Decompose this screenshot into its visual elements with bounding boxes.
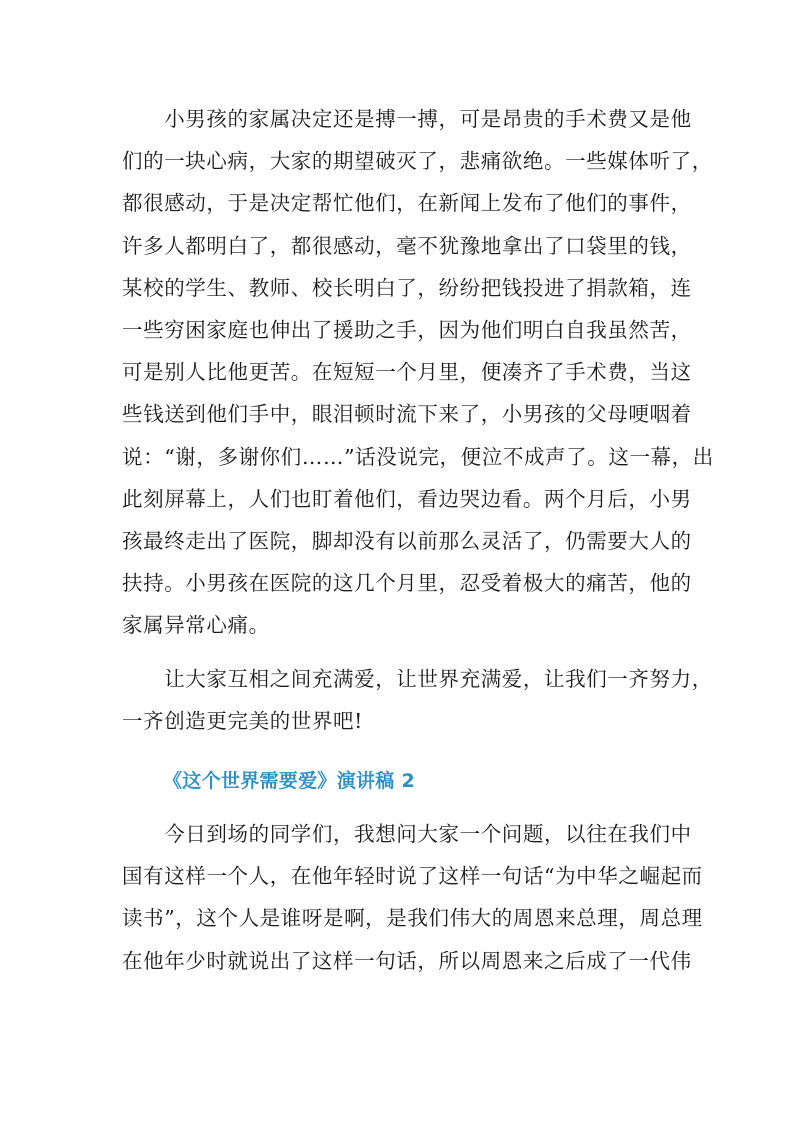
text-line: 一些穷困家庭也伸出了援助之手，因为他们明白自我虽然苦， [122,317,692,342]
text-line: 此刻屏幕上，人们也盯着他们，看边哭边看。两个月后，小男 [122,486,692,511]
text-line: 可是别人比他更苦。在短短一个月里，便凑齐了手术费，当这 [122,360,692,385]
paragraph-conclusion [122,658,713,742]
text-line: 某校的学生、教师、校长明白了，纷纷把钱投进了捐款箱，连 [122,275,692,300]
text-line: 些钱送到他们手中，眼泪顿时流下来了，小男孩的父母哽咽着 [122,402,692,427]
text-line: 孩最终走出了医院，脚却没有以前那么灵活了，仍需要大人的 [122,528,692,553]
paragraph-story [122,98,714,646]
text-line: 今日到场的同学们，我想问大家一个问题，以往在我们中 [122,822,692,846]
text-line: 读书”，这个人是谁呀是啊，是我们伟大的周恩来总理，周总理 [122,906,703,931]
section-heading: 《这个世界需要爱》演讲稿 2 [163,770,416,792]
text-line: 许多人都明白了，都很感动，毫不犹豫地拿出了口袋里的钱， [122,233,692,258]
text-line: 一齐创造更完美的世界吧! [122,709,363,734]
text-line: 小男孩的家属决定还是搏一搏，可是昂贵的手术费又是他 [122,107,692,131]
text-line: 都很感动，于是决定帮忙他们，在新闻上发布了他们的事件， [122,191,692,216]
text-line: 说：“谢，多谢你们……”话没说完，便泣不成声了。这一幕，出 [122,444,714,469]
text-line: 在他年少时就说出了这样一句话，所以周恩来之后成了一代伟 [122,948,692,973]
text-line: 国有这样一个人，在他年轻时说了这样一句话“为中华之崛起而 [122,864,703,889]
text-line: 家属异常心痛。 [122,613,270,638]
text-line: 让大家互相之间充满爱，让世界充满爱，让我们一齐努力， [122,667,713,691]
text-line: 扶持。小男孩在医院的这几个月里，忍受着极大的痛苦，他的 [122,571,692,596]
paragraph-speech-2 [122,813,703,982]
text-line: 们的一块心病，大家的期望破灭了，悲痛欲绝。一些媒体听了， [122,149,713,174]
